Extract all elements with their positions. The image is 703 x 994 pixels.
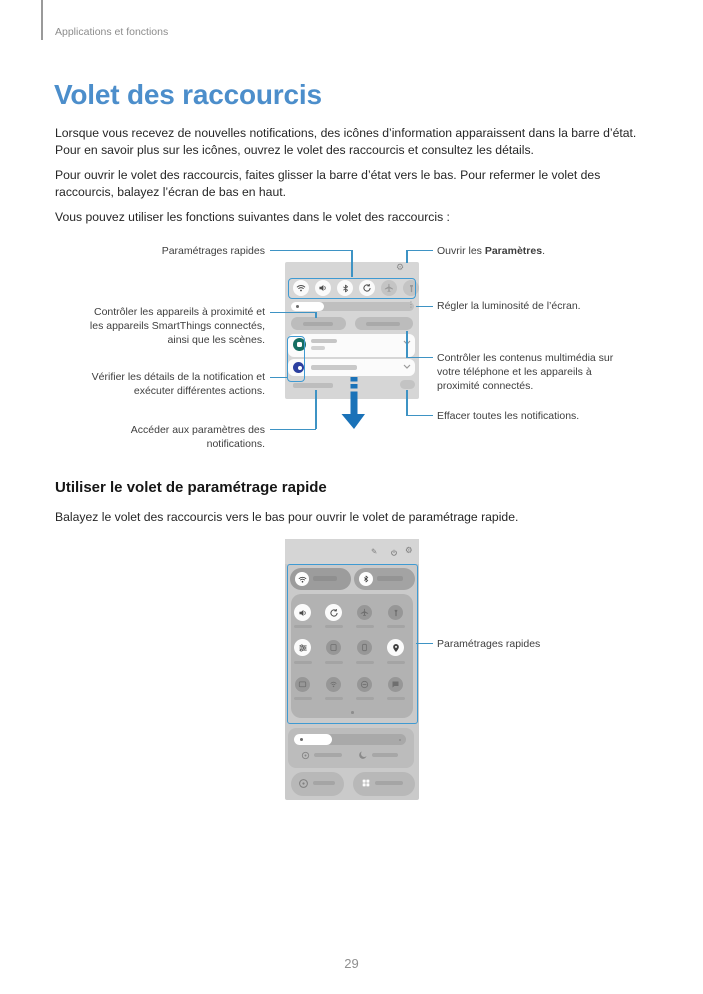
blurred-text-bar [314, 753, 342, 757]
settings-gear-icon: ⚙ [396, 263, 405, 273]
blurred-text-bar [375, 781, 403, 785]
highlight-quick-settings [287, 564, 418, 724]
dark-mode-moon-icon [358, 750, 368, 760]
power-icon [390, 549, 398, 557]
page-number: 29 [344, 956, 359, 971]
callout-line [270, 312, 316, 314]
callout-line [416, 306, 433, 308]
device-control-icon [298, 778, 309, 789]
brightness-sun-icon [300, 738, 303, 741]
callout-label: Vérifier les détails de la notification et exécuter différentes actions. [91, 371, 265, 397]
paragraph-line: raccourcis, balayez l’écran de bas en haut. [55, 185, 287, 199]
blurred-text-bar [311, 339, 337, 343]
callout-line [406, 331, 408, 357]
page-title: Volet des raccourcis [54, 79, 322, 110]
blurred-text-bar [311, 346, 325, 350]
callout-line [406, 415, 433, 417]
highlight-notification-icons [287, 336, 305, 382]
phone-top-strip [285, 539, 419, 564]
paragraph-line: Pour en savoir plus sur les icônes, ouvrez le volet des raccourcis et consultez les détails. [55, 143, 534, 157]
app-grid-icon [361, 778, 371, 788]
section-title: Utiliser le volet de paramétrage rapide [55, 479, 327, 496]
swipe-down-arrow-icon [339, 377, 369, 430]
blurred-text-bar [303, 322, 333, 326]
callout-line [270, 377, 287, 379]
callout-line [406, 390, 408, 415]
callout-line [270, 429, 316, 431]
paragraph-line: Vous pouvez utiliser les fonctions suivantes dans le volet des raccourcis : [55, 210, 450, 224]
blurred-text-bar [366, 322, 400, 326]
breadcrumb: Applications et fonctions [55, 26, 169, 38]
callout-line [406, 250, 433, 252]
callout-label: Paramétrages rapides [161, 245, 265, 257]
eye-comfort-icon [301, 751, 310, 760]
highlight-quick-toggles [288, 278, 416, 299]
more-options-icon: ⋮ [407, 300, 415, 309]
clear-all-button [400, 380, 415, 389]
notification-settings-link [293, 383, 333, 388]
callout-label: Accéder aux paramètres des notifications. [130, 424, 265, 450]
paragraph-line: Pour ouvrir le volet des raccourcis, faites glisser la barre d’état vers le bas. Pour refermer le volet des [55, 168, 601, 182]
blurred-text-bar [313, 781, 335, 785]
blurred-text-bar [311, 365, 357, 370]
paragraph-line: Balayez le volet des raccourcis vers le bas pour ouvrir le volet de paramétrage rapide. [55, 510, 519, 524]
callout-label: Ouvrir les Paramètres. [437, 245, 545, 257]
callout-label: Régler la luminosité de l’écran. [437, 300, 581, 312]
brightness-sun-icon [296, 305, 299, 308]
callout-line [406, 250, 408, 263]
callout-line [416, 643, 433, 645]
paragraph-line: Lorsque vous recevez de nouvelles notifications, des icônes d’information apparaissent dans la barre d’état. [55, 126, 637, 140]
header-rule [41, 0, 43, 40]
chevron-down-icon [403, 364, 411, 369]
callout-label: Effacer toutes les notifications. [437, 410, 580, 422]
callout-line [315, 390, 317, 429]
edit-pencil-icon: ✎ [371, 547, 378, 556]
settings-gear-icon: ⚙ [405, 546, 413, 556]
blurred-text-bar [372, 753, 398, 757]
callout-line [270, 250, 352, 252]
callout-label: Contrôler les appareils à proximité et les appareils SmartThings connectés, ainsi que les scènes. [89, 306, 265, 346]
callout-label: Paramétrages rapides [437, 637, 541, 650]
callout-line [315, 312, 317, 318]
callout-line [351, 250, 353, 277]
callout-label: Contrôler les contenus multimédia sur votre téléphone et les appareils à proximité connectés. [437, 352, 614, 392]
notification-card [288, 334, 415, 357]
callout-line [406, 357, 433, 359]
slider-end-dot [399, 739, 401, 741]
